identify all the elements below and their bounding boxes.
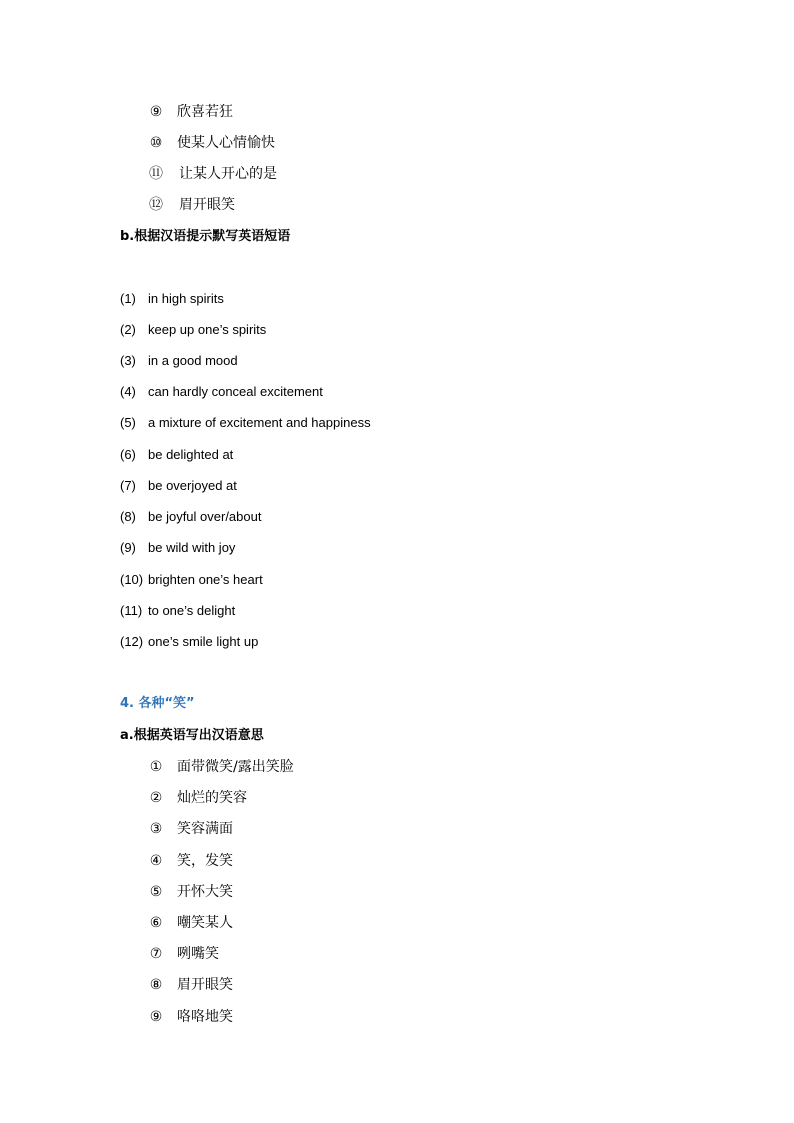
list-marker: ③: [149, 821, 163, 837]
phrase-text: to one’s delight: [148, 603, 236, 618]
list-item-text: 面带微笑/露出笑脸: [177, 759, 294, 775]
list-item-text: 使某人心情愉快: [177, 135, 275, 151]
phrase-number: (12): [120, 634, 144, 649]
phrase-number: (9): [120, 540, 136, 555]
phrase-text: a mixture of excitement and happiness: [148, 415, 371, 430]
phrase-text: be joyful over/about: [148, 509, 262, 524]
list-item-text: 欣喜若狂: [177, 104, 233, 120]
part-b-heading: b.根据汉语提示默写英语短语: [120, 229, 291, 244]
list-marker: ⑦: [149, 946, 163, 962]
list-item-text: 让某人开心的是: [179, 166, 277, 182]
phrase-number: (2): [120, 322, 136, 337]
phrase-number: (6): [120, 447, 136, 462]
list-marker: ⑤: [149, 884, 163, 900]
phrase-number: (11): [120, 603, 143, 618]
part-a-heading: a.根据英语写出汉语意思: [120, 728, 264, 743]
phrase-text: keep up one’s spirits: [148, 322, 267, 337]
list-item-text: 笑，发笑: [177, 853, 233, 869]
list-item-text: 灿烂的笑容: [177, 790, 247, 806]
list-item-text: 眉开眼笑: [177, 977, 233, 993]
phrase-number: (1): [120, 291, 136, 306]
list-marker: ⑥: [149, 915, 163, 931]
list-marker: ①: [149, 759, 163, 775]
phrase-text: one’s smile light up: [148, 634, 259, 649]
phrase-number: (4): [120, 384, 136, 399]
list-marker: ⑩: [149, 135, 163, 151]
list-marker: ②: [149, 790, 163, 806]
phrase-number: (10): [120, 572, 144, 587]
phrase-number: (8): [120, 509, 136, 524]
list-item-text: 咧嘴笑: [177, 946, 219, 962]
list-marker: ⑨: [149, 104, 163, 120]
list-item-text: 笑容满面: [177, 821, 233, 837]
phrase-number: (7): [120, 478, 136, 493]
phrase-number: (3): [120, 353, 136, 368]
list-marker: ⑧: [149, 977, 163, 993]
list-item-text: 开怀大笑: [177, 884, 233, 900]
phrase-text: be wild with joy: [148, 540, 236, 555]
phrase-text: brighten one’s heart: [148, 572, 263, 587]
phrase-text: be overjoyed at: [148, 478, 237, 493]
phrase-text: in high spirits: [148, 291, 224, 306]
list-item-text: 眉开眼笑: [179, 197, 235, 213]
phrase-text: be delighted at: [148, 447, 234, 462]
list-item-text: 咯咯地笑: [177, 1009, 233, 1025]
list-marker: ⑪: [149, 166, 163, 182]
section-4-title: 4. 各种“笑”: [120, 696, 195, 711]
phrase-number: (5): [120, 415, 136, 430]
phrase-text: in a good mood: [148, 353, 238, 368]
list-marker: ④: [149, 853, 163, 869]
phrase-text: can hardly conceal excitement: [148, 384, 323, 399]
list-marker: ⑨: [149, 1009, 163, 1025]
list-item-text: 嘲笑某人: [177, 915, 233, 931]
list-marker: ⑫: [149, 197, 163, 213]
